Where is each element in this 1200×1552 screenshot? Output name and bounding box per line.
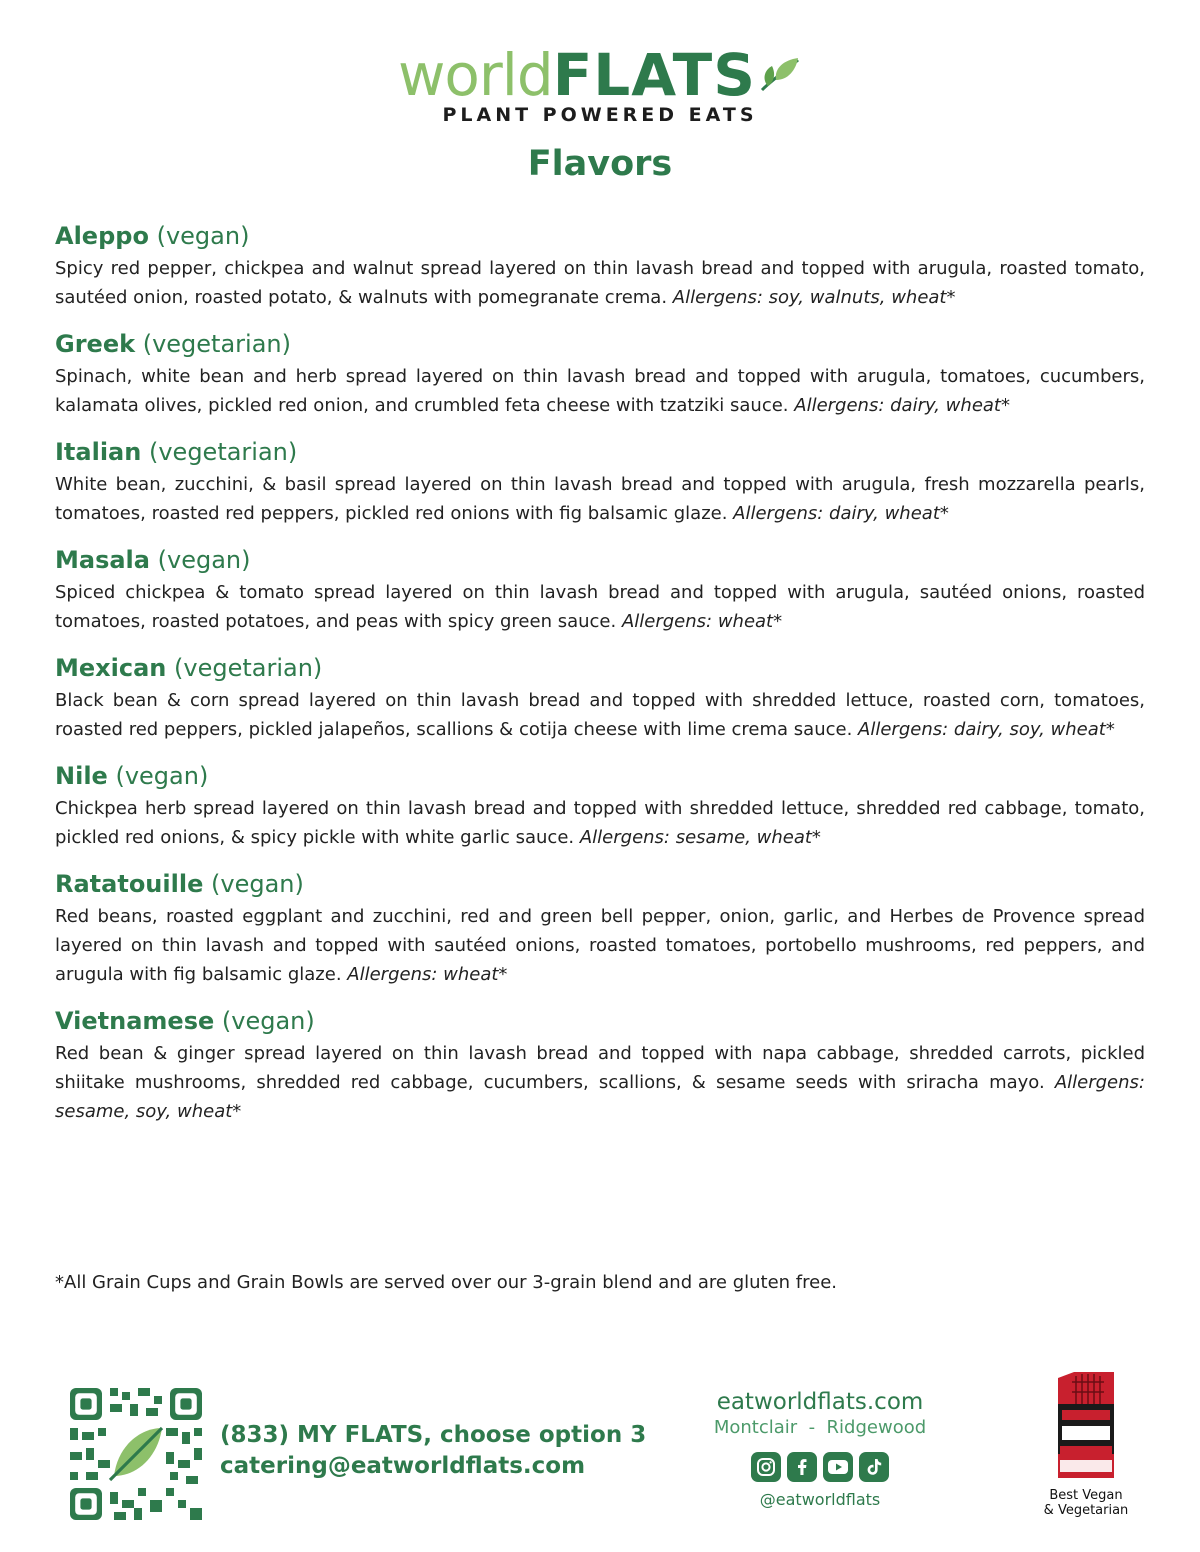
flavor-description <box>55 362 1145 420</box>
flavor-name: Ratatouille <box>55 870 204 898</box>
flavor-diet-tag: (vegan) <box>221 1007 315 1035</box>
flavor-heading <box>55 544 1145 576</box>
flavor-item <box>55 220 1145 312</box>
flavor-heading <box>55 652 1145 684</box>
gluten-free-footnote: *All Grain Cups and Grain Bowls are served over our 3-grain blend and are gluten free. <box>55 1272 838 1293</box>
flavor-name: Masala <box>55 546 150 574</box>
flavor-allergens: Allergens: wheat* <box>621 611 783 632</box>
flavor-description <box>55 794 1145 852</box>
flavor-list <box>55 220 1145 1142</box>
logo-flats-text: FLATS <box>552 41 756 109</box>
flavor-item <box>55 436 1145 528</box>
flavor-item <box>55 652 1145 744</box>
contact-info <box>220 1420 646 1482</box>
flavor-diet-tag: (vegetarian) <box>148 438 298 466</box>
flavor-description-text: Red bean & ginger spread layered on thin lavash bread and topped with napa cabbage, shredded carrots, pickled shiitake mushrooms, shredded red cabbage, cucumbers, scallions, & sesame seeds with sriracha mayo. <box>55 1043 1145 1093</box>
flavor-description <box>55 902 1145 989</box>
phone-number[interactable]: (833) MY FLATS, choose option 3 <box>220 1422 647 1448</box>
flavor-description-text: White bean, zucchini, & basil spread layered on thin lavash bread and topped with arugula, fresh mozzarella pearls, tomatoes, roasted red peppers, pickled red onions with fig balsamic glaze. <box>55 474 1145 524</box>
flavor-description-text: Black bean & corn spread layered on thin lavash bread and topped with shredded lettuce, roasted corn, tomatoes, roasted red peppers, pickled jalapeños, scallions & cotija cheese with lime crema sauce. <box>55 690 1145 740</box>
flavor-name: Vietnamese <box>55 1007 215 1035</box>
header <box>0 42 1200 184</box>
instagram-icon[interactable] <box>751 1452 781 1482</box>
youtube-icon[interactable] <box>823 1452 853 1482</box>
award-caption <box>1036 1488 1136 1518</box>
award-caption-line2: & Vegetarian <box>1043 1503 1129 1518</box>
footer <box>0 1370 1200 1530</box>
flavor-item <box>55 1005 1145 1126</box>
flavor-diet-tag: (vegan) <box>115 762 209 790</box>
flavor-allergens: Allergens: sesame, wheat* <box>579 827 821 848</box>
flavor-description-text: Spicy red pepper, chickpea and walnut spread layered on thin lavash bread and topped with arugula, roasted tomato, sautéed onion, roasted potato, & walnuts with pomegranate crema. <box>55 258 1145 308</box>
flavor-heading <box>55 868 1145 900</box>
email-link[interactable]: catering@eatworldflats.com <box>220 1453 586 1479</box>
flavor-item <box>55 868 1145 989</box>
flavor-diet-tag: (vegetarian) <box>142 330 291 358</box>
flavor-heading <box>55 1005 1145 1037</box>
flavor-diet-tag: (vegan) <box>211 870 304 898</box>
flavor-heading <box>55 220 1145 252</box>
qr-code[interactable] <box>70 1388 202 1520</box>
flavor-diet-tag: (vegan) <box>157 546 251 574</box>
flavor-description <box>55 470 1145 528</box>
social-handle[interactable]: @eatworldflats <box>759 1490 881 1509</box>
tiktok-icon[interactable] <box>859 1452 889 1482</box>
choice-award-badge <box>1048 1370 1124 1480</box>
leaf-icon <box>758 54 802 94</box>
flavor-item <box>55 544 1145 636</box>
flavor-description <box>55 578 1145 636</box>
flavor-description-text: Red beans, roasted eggplant and zucchini, red and green bell pepper, onion, garlic, and Herbes de Provence spread layered on thin lavash and topped with sautéed onions, roasted tomatoes, portobello mushrooms, red peppers, and arugula with fig balsamic glaze. <box>55 906 1145 985</box>
flavor-allergens: Allergens: wheat* <box>347 964 508 985</box>
award-block <box>1036 1370 1136 1518</box>
award-caption-line1: Best Vegan <box>1049 1488 1123 1503</box>
website-link[interactable]: eatworldflats.com <box>716 1389 924 1415</box>
flavor-description-text: Spinach, white bean and herb spread layered on thin lavash bread and topped with arugula, tomatoes, cucumbers, kalamata olives, pickled red onion, and crumbled feta cheese with tzatziki sauce. <box>55 366 1145 416</box>
flavor-diet-tag: (vegetarian) <box>174 654 323 682</box>
web-block <box>700 1388 940 1509</box>
flavor-description <box>55 686 1145 744</box>
flavor-diet-tag: (vegan) <box>156 222 250 250</box>
flavor-description <box>55 1039 1145 1126</box>
flavor-item <box>55 760 1145 852</box>
flavor-allergens: Allergens: sesame, soy, wheat* <box>55 1072 1145 1122</box>
flavor-heading <box>55 760 1145 792</box>
flavor-name: Nile <box>55 762 108 790</box>
facebook-icon[interactable] <box>787 1452 817 1482</box>
flavor-allergens: Allergens: dairy, wheat* <box>794 395 1010 416</box>
logo <box>398 42 802 108</box>
flavor-heading <box>55 436 1145 468</box>
page-title: Flavors <box>527 144 673 184</box>
flavor-name: Greek <box>55 330 136 358</box>
flavor-description-text: Spiced chickpea & tomato spread layered on thin lavash bread and topped with arugula, sautéed onions, roasted tomatoes, roasted potatoes, and peas with spicy green sauce. <box>55 582 1145 632</box>
flavor-name: Italian <box>55 438 142 466</box>
flavor-allergens: Allergens: dairy, wheat* <box>733 503 949 524</box>
flavor-allergens: Allergens: soy, walnuts, wheat* <box>672 287 956 308</box>
flavor-name: Mexican <box>55 654 167 682</box>
tagline: PLANT POWERED EATS <box>442 104 758 126</box>
locations-text: Montclair - Ridgewood <box>713 1417 927 1438</box>
flavor-description-text: Chickpea herb spread layered on thin lavash bread and topped with shredded lettuce, shredded red cabbage, tomato, pickled red onions, & spicy pickle with white garlic sauce. <box>55 798 1145 848</box>
flavor-item <box>55 328 1145 420</box>
logo-world-text: world <box>397 41 553 109</box>
social-icons <box>700 1452 940 1482</box>
flavor-description <box>55 254 1145 312</box>
flavor-heading <box>55 328 1145 360</box>
flavor-allergens: Allergens: dairy, soy, wheat* <box>858 719 1115 740</box>
flavor-name: Aleppo <box>55 222 149 250</box>
